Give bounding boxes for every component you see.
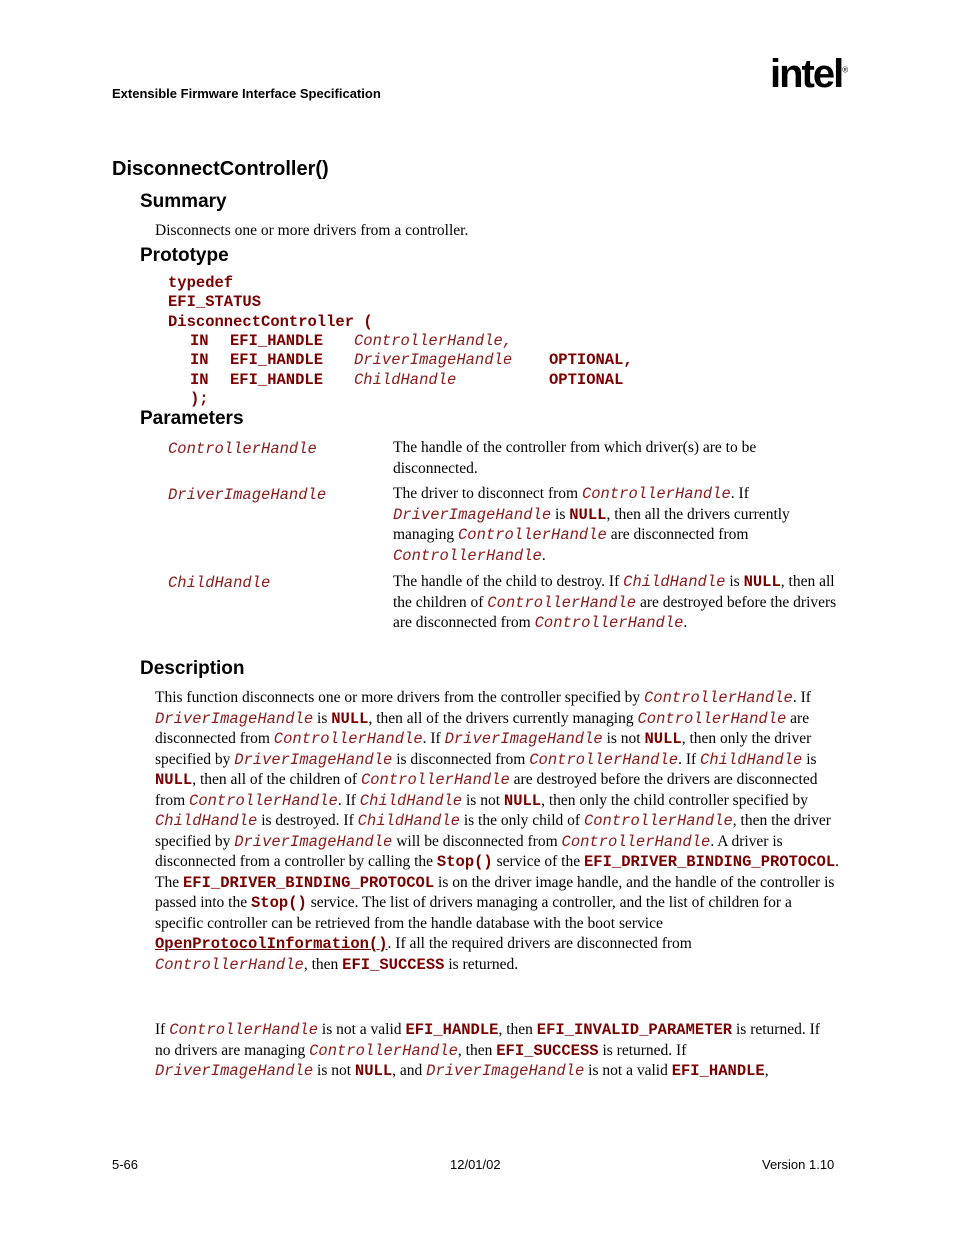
document-title: Extensible Firmware Interface Specification — [112, 86, 381, 101]
prototype-return-type: EFI_STATUS — [168, 293, 262, 311]
code-constant: NULL — [155, 771, 193, 789]
code-identifier: ControllerHandle — [487, 593, 637, 612]
code-identifier: ControllerHandle — [360, 771, 510, 789]
code-constant: Stop() — [436, 853, 493, 871]
code-identifier: ControllerHandle — [189, 791, 338, 810]
code-identifier: DriverImageHandle — [234, 750, 393, 769]
code-identifier: ControllerHandle — [529, 750, 679, 769]
code-identifier: ControllerHandle — [458, 526, 607, 544]
code-identifier: DriverImageHandle — [426, 1062, 585, 1080]
function-title: DisconnectController() — [112, 158, 329, 180]
code-identifier: ControllerHandle — [309, 1041, 458, 1060]
arg-name: DriverImageHandle — [354, 351, 513, 369]
code-constant: EFI_HANDLE — [671, 1062, 765, 1080]
code-constant: EFI_SUCCESS — [342, 955, 445, 974]
description-heading: Description — [140, 658, 245, 679]
code-identifier: DriverImageHandle — [234, 832, 393, 851]
code-identifier: ControllerHandle — [561, 832, 711, 851]
summary-text: Disconnects one or more drivers from a controller. — [155, 222, 469, 239]
code-identifier: ControllerHandle — [643, 689, 793, 707]
logo-wordmark: intel — [770, 52, 843, 96]
code-identifier: DriverImageHandle — [393, 505, 552, 524]
code-constant: EFI_DRIVER_BINDING_PROTOCOL — [583, 853, 836, 871]
param-name: ChildHandle — [168, 574, 271, 592]
page-number: 5-66 — [112, 1157, 139, 1172]
arg-direction: IN — [190, 371, 209, 389]
code-identifier: ControllerHandle — [273, 730, 423, 748]
code-constant: EFI_INVALID_PARAMETER — [536, 1021, 733, 1039]
arg-type: EFI_HANDLE — [230, 332, 324, 350]
param-name: ControllerHandle — [168, 440, 317, 458]
param-description: The handle of the controller from which driver(s) are to be disconnected. — [393, 439, 757, 477]
code-constant: EFI_SUCCESS — [496, 1041, 599, 1060]
arg-type: EFI_HANDLE — [230, 371, 324, 389]
description-paragraph: This function disconnects one or more drivers from the controller specified by ControllerHandle. If DriverImageHandle is NULL, then all of the drivers currently managing ControllerHandle are disconnected from ControllerHandle. If DriverImageHandle is not NULL, then only the driver specified by DriverImageHandle is disconnected from ControllerHandle. If ChildHandle is NULL, then all of the children of ControllerHandle are destroyed before the drivers are disconnected from ControllerHandle. If ChildHandle is not NULL, then only the child controller specified by ChildHandle is destroyed. If ChildHandle is the only child of ControllerHandle, then the driver specified by DriverImageHandle will be disconnected from ControllerHandle. A driver is disconnected from a controller by calling the Stop() service of the EFI_DRIVER_BINDING_PROTOCOL. The EFI_DRIVER_BINDING_PROTOCOL is on the driver image handle, and the handle of the controller is passed into the Stop() service. The list of drivers managing a controller, and the list of children for a specific controller can be retrieved from the handle database with the boot service OpenProtocolInformation(). If all the required drivers are disconnected from ControllerHandle, then EFI_SUCCESS is returned. — [155, 689, 840, 974]
summary-heading: Summary — [140, 191, 227, 212]
arg-type: EFI_HANDLE — [230, 351, 324, 369]
code-identifier: ControllerHandle — [583, 812, 733, 830]
param-description: The driver to disconnect from ControllerHandle. If DriverImageHandle is NULL, then all the drivers currently managing ControllerHandle are disconnected from ControllerHandle. — [393, 485, 790, 565]
footer-date: 12/01/02 — [450, 1157, 501, 1172]
prototype-close: ); — [190, 390, 209, 408]
arg-direction: IN — [190, 332, 209, 350]
code-identifier: ChildHandle — [155, 812, 258, 830]
prototype-typedef: typedef — [168, 274, 234, 292]
param-description: The handle of the child to destroy. If ChildHandle is NULL, then all the children of ControllerHandle are destroyed before the drivers are disconnected from ControllerHandle. — [393, 573, 837, 632]
code-identifier: ChildHandle — [623, 573, 726, 591]
prototype-heading: Prototype — [140, 245, 229, 266]
arg-direction: IN — [190, 351, 209, 369]
code-identifier: ControllerHandle — [581, 485, 731, 503]
arg-name: ControllerHandle, — [354, 332, 513, 350]
code-constant: NULL — [354, 1062, 393, 1080]
code-identifier: DriverImageHandle — [444, 730, 603, 748]
code-identifier: ControllerHandle — [637, 709, 787, 728]
function-link[interactable]: OpenProtocolInformation() — [155, 935, 388, 953]
code-constant: EFI_HANDLE — [405, 1021, 499, 1039]
parameters-heading: Parameters — [140, 408, 244, 429]
code-identifier: ChildHandle — [357, 812, 460, 830]
code-identifier: ControllerHandle — [534, 614, 684, 632]
code-constant: NULL — [503, 791, 542, 810]
prototype-function-name: DisconnectController ( — [168, 313, 373, 331]
code-constant: EFI_DRIVER_BINDING_PROTOCOL — [182, 873, 435, 892]
description-paragraph: If ControllerHandle is not a valid EFI_HANDLE, then EFI_INVALID_PARAMETER is returned. If no drivers are managing ControllerHandle, then EFI_SUCCESS is returned. If DriverImageHandle is not NULL, and DriverImageHandle is not a valid EFI_HANDLE, — [155, 1021, 820, 1080]
code-identifier: ControllerHandle — [155, 955, 304, 974]
code-constant: NULL — [331, 709, 369, 728]
arg-name: ChildHandle — [354, 371, 457, 389]
code-constant: Stop() — [251, 894, 307, 912]
code-identifier: ChildHandle — [700, 750, 803, 769]
code-constant: NULL — [644, 730, 682, 748]
arg-optional: OPTIONAL, — [549, 351, 633, 369]
code-identifier: ControllerHandle — [169, 1021, 319, 1039]
footer-version: Version 1.10 — [762, 1157, 835, 1172]
param-name: DriverImageHandle — [168, 486, 327, 504]
registered-mark: ® — [842, 65, 849, 75]
code-constant: NULL — [569, 505, 607, 524]
arg-optional: OPTIONAL — [549, 371, 624, 389]
code-identifier: ControllerHandle — [393, 546, 542, 565]
code-identifier: DriverImageHandle — [155, 709, 314, 728]
code-constant: NULL — [743, 573, 781, 591]
intel-logo — [770, 52, 848, 97]
code-identifier: ChildHandle — [359, 791, 463, 810]
code-identifier: DriverImageHandle — [155, 1062, 314, 1080]
